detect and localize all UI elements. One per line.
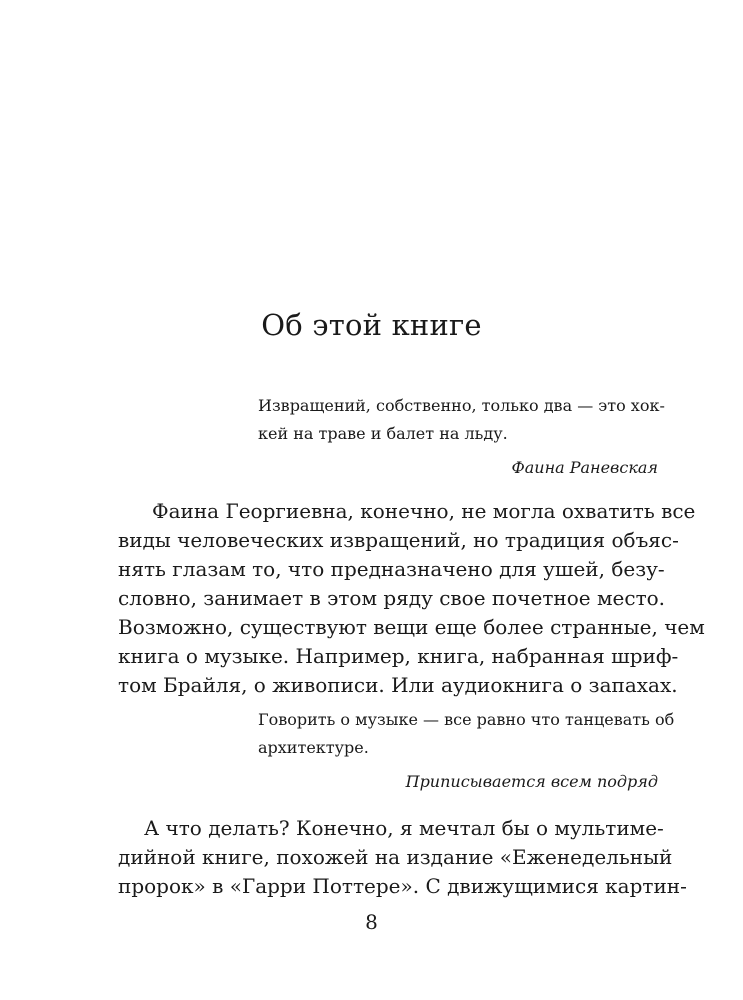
epigraph-author: Приписывается всем подряд — [405, 772, 658, 791]
epigraph-line: кей на траве и балет на льду. — [258, 424, 508, 443]
paragraph-question — [118, 814, 687, 901]
paragraph-intro — [118, 497, 705, 700]
paragraph-line: книга о музыке. Например, книга, набранная шриф- — [118, 644, 679, 668]
paragraph-line: нять глазам то, что предназначено для ушей, безу- — [118, 557, 665, 581]
paragraph-line: А что делать? Конечно, я мечтал бы о мультиме- — [144, 816, 664, 840]
paragraph-line: виды человеческих извращений, но традиция объяс- — [118, 528, 679, 552]
epigraph-ranevskaya — [258, 392, 665, 482]
epigraph-author: Фаина Раневская — [511, 458, 658, 477]
epigraph-line: Говорить о музыке — все равно что танцевать об — [258, 710, 675, 729]
paragraph-line: Фаина Георгиевна, конечно, не могла охватить все — [152, 499, 696, 523]
epigraph-attributed — [258, 706, 675, 796]
chapter-title: Об этой книге — [261, 308, 482, 342]
paragraph-line: словно, занимает в этом ряду свое почетное место. — [118, 586, 666, 610]
paragraph-line: пророк» в «Гарри Поттере». С движущимися картин- — [118, 874, 687, 898]
paragraph-line: Возможно, существуют вещи еще более странные, чем — [118, 615, 705, 639]
epigraph-line: архитектуре. — [258, 738, 369, 757]
page-number: 8 — [365, 910, 378, 934]
epigraph-line: Извращений, собственно, только два — это хок- — [258, 396, 665, 415]
paragraph-line: том Брайля, о живописи. Или аудиокнига о запахах. — [118, 673, 678, 697]
paragraph-line: дийной книге, похожей на издание «Еженедельный — [118, 845, 673, 869]
